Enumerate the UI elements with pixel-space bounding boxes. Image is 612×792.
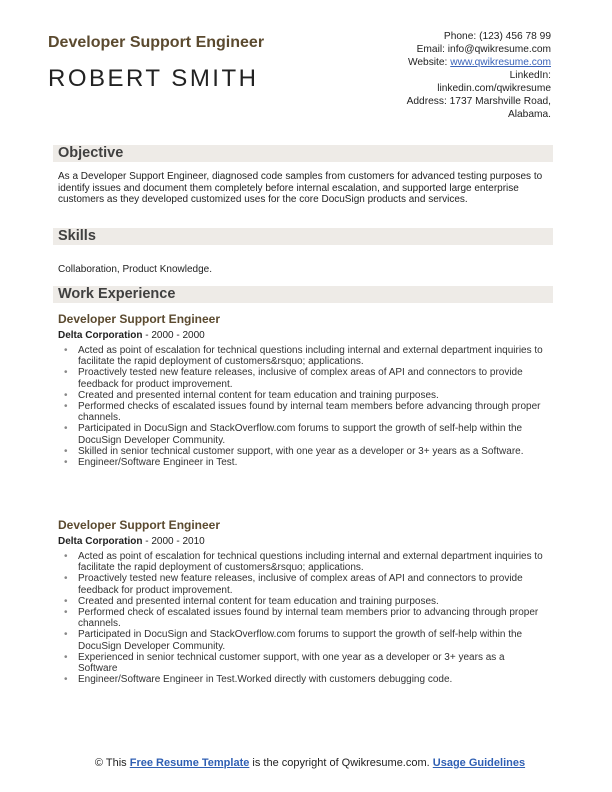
duty-list — [58, 551, 548, 685]
duty-item: • Acted as point of escalation for technical questions including internal and external department inquiries to facilitate the rapid deployment of customers&rsquo; applications. — [64, 551, 543, 574]
candidate-name: ROBERT SMITH — [48, 65, 259, 92]
contact-block — [407, 30, 551, 121]
duty-item: • Engineer/Software Engineer in Test.Worked directly with customers debugging code. — [64, 674, 453, 686]
duty-item: • Performed checks of escalated issues found by internal team members before advancing through proper channels. — [64, 401, 541, 424]
resume-header — [48, 30, 568, 130]
resume-job-title: Developer Support Engineer — [48, 34, 265, 51]
section-title: Objective — [58, 145, 124, 161]
website-link[interactable]: www.qwikresume.com — [450, 57, 551, 68]
section-objective-heading — [53, 145, 553, 162]
contact-address: Address: 1737 Marshville Road, — [406, 96, 551, 107]
contact-address-line2: Alabama. — [507, 109, 551, 120]
job-entry — [58, 312, 548, 468]
section-experience-heading — [53, 286, 553, 303]
job-entry — [58, 518, 548, 685]
objective-text: As a Developer Support Engineer, diagnosed code samples from customers for advanced testing purposes to identify issues and document them completely before internal escalation, and supported large enterprise customers as they developed customized uses for the core DocuSign products and services. — [58, 171, 543, 205]
contact-email: Email: info@qwikresume.com — [416, 44, 551, 55]
company-line — [58, 330, 548, 342]
duty-list — [58, 345, 548, 468]
job-dates: - 2000 - 2010 — [142, 536, 205, 547]
job-dates: - 2000 - 2000 — [142, 330, 205, 341]
skills-text: Collaboration, Product Knowledge. — [58, 264, 212, 275]
job-title: Developer Support Engineer — [58, 518, 221, 532]
duty-item: • Proactively tested new feature releases, inclusive of complex areas of API and connectors to provide feedback for product improvement. — [64, 573, 523, 596]
copyright-symbol: © — [94, 757, 104, 769]
contact-linkedin-label: LinkedIn: — [509, 70, 551, 81]
company-name: Delta Corporation — [58, 330, 143, 341]
duty-item: • Participated in DocuSign and StackOverflow.com forums to support the growth of self-help within the DocuSign Developer Community. — [64, 423, 523, 446]
company-line — [58, 536, 548, 548]
section-skills-heading — [53, 228, 553, 245]
duty-item: • Created and presented internal content for team education and training purposes. — [64, 389, 439, 401]
duty-item: • Created and presented internal content for team education and training purposes. — [64, 595, 439, 607]
copyright-footer: © This Free Resume Template is the copyright of Qwikresume.com. Usage Guidelines — [94, 757, 526, 769]
job-title: Developer Support Engineer — [58, 312, 221, 326]
duty-item: • Experienced in senior technical customer support, with one year as a developer or 3+ years as a Software — [64, 651, 505, 675]
contact-website: Website: www.qwikresume.com — [407, 57, 551, 68]
duty-item: • Participated in DocuSign and StackOverflow.com forums to support the growth of self-help within the DocuSign Developer Community. — [64, 629, 523, 652]
duty-item: • Performed check of escalated issues found by internal team members prior to advancing through proper channels. — [64, 607, 539, 630]
free-resume-template-link[interactable]: Free Resume Template — [129, 757, 250, 769]
section-title: Work Experience — [58, 286, 176, 302]
duty-item: • Skilled in senior technical customer support, with one year as a developer or 3+ years as a Software. — [64, 445, 524, 457]
duty-item: • Acted as point of escalation for technical questions including internal and external department inquiries to facilitate the rapid deployment of customers&rsquo; applications. — [64, 345, 543, 368]
duty-item: • Engineer/Software Engineer in Test. — [64, 457, 238, 469]
usage-guidelines-link[interactable]: Usage Guidelines — [432, 757, 526, 769]
duty-item: • Proactively tested new feature releases, inclusive of complex areas of API and connectors to provide feedback for product improvement. — [64, 367, 523, 390]
section-title: Skills — [58, 228, 96, 244]
contact-linkedin: linkedin.com/qwikresume — [437, 83, 551, 94]
contact-phone: Phone: (123) 456 78 99 — [443, 31, 551, 42]
company-name: Delta Corporation — [58, 536, 143, 547]
